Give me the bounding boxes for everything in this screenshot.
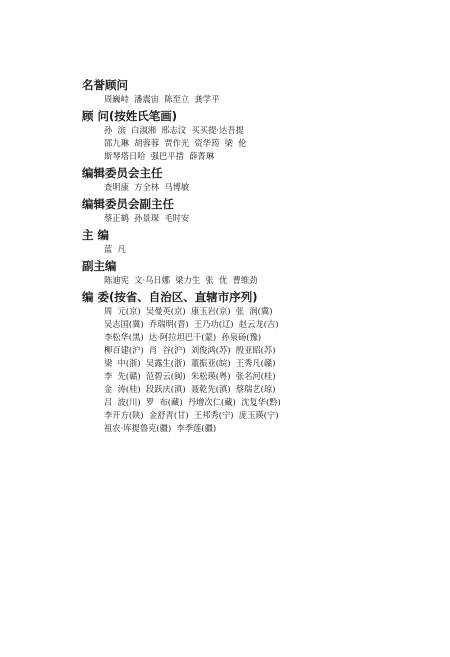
name-line: 柳百建(沪) 肖 谷(沪) 刘俊鸿(苏) 殷亚昭(苏)	[104, 345, 276, 355]
name-line: 蓝 凡	[104, 244, 126, 254]
section-heading: 编辑委员会主任	[82, 166, 163, 180]
name-line: 邵九琳 胡蓉蓉 贾作光 资华筠 梁 伦	[104, 138, 247, 148]
section-heading: 主 编	[82, 228, 110, 242]
name-line: 祖农·库提鲁克(疆) 李季莲(疆)	[104, 423, 217, 433]
section-honorary-advisors	[82, 78, 412, 106]
section-deputy-chief-editor	[82, 259, 412, 287]
name-line: 李开方(陕) 金舒青(甘) 王邦秀(宁) 庞玉瑛(宁)	[104, 410, 279, 420]
name-line: 金 涛(桂) 段跃庆(滇) 聂乾先(滇) 蔡瑞艺(琼)	[104, 384, 276, 394]
name-line: 孙 滨 白淑湘 邢志汶 买买提·达吾提	[104, 125, 244, 135]
name-line: 蔡正鹤 孙景琛 毛时安	[104, 213, 190, 223]
section-heading: 编 委(按省、自治区、直辖市序列)	[82, 290, 258, 304]
section-heading: 顾 问(按姓氏笔画)	[82, 109, 178, 123]
section-committee-deputy-director	[82, 197, 412, 225]
name-line: 梁 中(浙) 吴露生(浙) 董振亚(皖) 王秀凡(赣)	[104, 358, 276, 368]
section-editorial-board	[82, 290, 412, 435]
section-committee-director	[82, 166, 412, 194]
section-heading: 编辑委员会副主任	[82, 197, 174, 211]
name-line: 周巍峙 潘震宙 陈至立 龚学平	[104, 94, 220, 104]
name-line: 周 元(京) 吴曼英(京) 康玉岩(京) 张 润(冀)	[104, 306, 273, 316]
name-line: 陈迪宪 文·乌日娜 梁力生 张 优 曹维劲	[104, 275, 258, 285]
section-advisors	[82, 109, 412, 163]
section-heading: 名誉顾问	[82, 78, 128, 92]
section-chief-editor	[82, 228, 412, 256]
name-line: 吴志国(冀) 乔瑞明(晋) 王乃功(辽) 赵云龙(吉)	[104, 319, 279, 329]
credits-page	[82, 78, 412, 435]
name-line: 李 先(赣) 范碧云(闽) 朱松瑛(粤) 张名河(桂)	[104, 371, 276, 381]
name-line: 李松华(黑) 达·阿拉坦巴干(蒙) 孙泉砀(豫)	[104, 332, 262, 342]
name-line: 吕 波(川) 罗 布(藏) 丹增次仁(藏) 沈复华(黔)	[104, 397, 281, 407]
name-line: 斯琴塔日哈 强巴平措 薛菁琳	[104, 151, 215, 161]
section-heading: 副主编	[82, 259, 117, 273]
name-line: 查明康 方全林 马博敏	[104, 182, 190, 192]
